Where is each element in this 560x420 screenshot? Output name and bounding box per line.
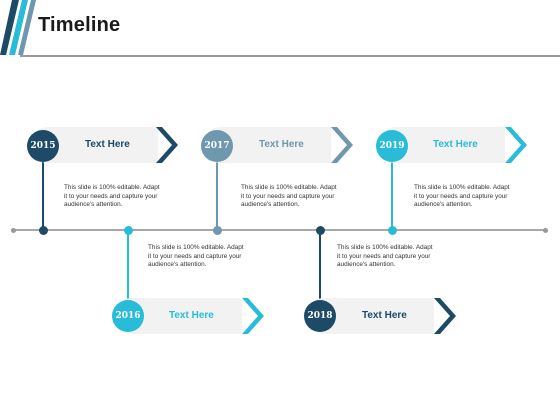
event-description-2015: This slide is 100% editable. Adapt it to your needs and capture your audience's attention.: [64, 184, 160, 209]
axis-dot-2018: [316, 226, 325, 235]
title-underline: [20, 55, 560, 57]
axis-start-point: [11, 228, 16, 233]
year-badge-2017: 2017: [201, 130, 233, 162]
event-label-2017: Text Here: [259, 139, 304, 150]
event-label-2019: Text Here: [433, 139, 478, 150]
year-badge-2019: 2019: [376, 130, 408, 162]
event-label-2018: Text Here: [362, 310, 407, 321]
axis-end-point: [543, 228, 548, 233]
axis-dot-2016: [124, 226, 133, 235]
timeline-axis: [14, 229, 546, 231]
chevron-right-icon: [331, 127, 353, 163]
event-description-2019: This slide is 100% editable. Adapt it to your needs and capture your audience's attention.: [414, 184, 510, 209]
year-badge-2016: 2016: [112, 300, 144, 332]
year-badge-2018: 2018: [304, 300, 336, 332]
chevron-right-icon: [434, 298, 456, 334]
axis-dot-2019: [388, 226, 397, 235]
year-badge-2015: 2015: [27, 130, 59, 162]
chevron-right-icon: [156, 127, 178, 163]
axis-dot-2015: [39, 226, 48, 235]
chevron-right-icon: [505, 127, 527, 163]
event-label-2016: Text Here: [169, 310, 214, 321]
event-description-2016: This slide is 100% editable. Adapt it to your needs and capture your audience's attention.: [148, 244, 244, 269]
event-description-2017: This slide is 100% editable. Adapt it to your needs and capture your audience's attention.: [241, 184, 337, 209]
axis-dot-2017: [213, 226, 222, 235]
event-label-2015: Text Here: [85, 139, 130, 150]
chevron-right-icon: [242, 298, 264, 334]
page-title: Timeline: [38, 14, 121, 36]
event-description-2018: This slide is 100% editable. Adapt it to your needs and capture your audience's attention.: [337, 244, 433, 269]
